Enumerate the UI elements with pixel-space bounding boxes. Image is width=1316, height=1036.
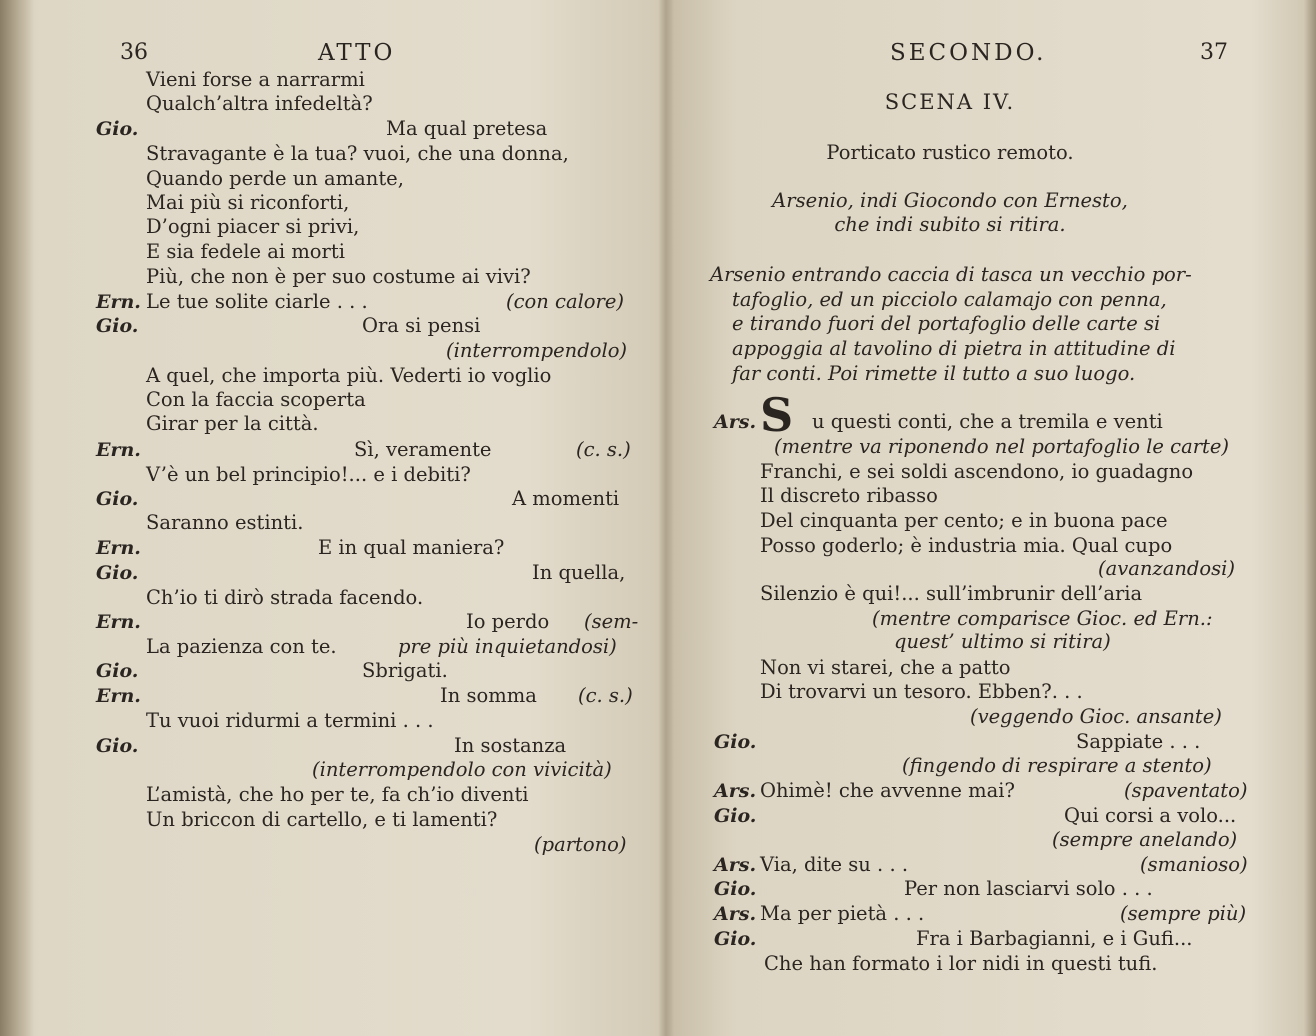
stage-direction: (interrompendolo) (446, 339, 628, 362)
verse-line: Per non lasciarvi solo . . . (904, 877, 1153, 900)
speaker-label: Ern. (96, 439, 141, 461)
page-number: 36 (120, 40, 148, 65)
speaker-label: Ern. (96, 685, 141, 707)
stage-direction-line: far conti. Poi rimette il tutto a suo luogo. (732, 362, 1136, 385)
verse-line: In somma (440, 684, 537, 707)
verse-line: Ma per pietà . . . (760, 902, 925, 925)
speaker-label: Ern. (96, 291, 141, 313)
stage-direction: (sempre più) (1120, 902, 1247, 925)
verse-line: Le tue solite ciarle . . . (146, 290, 368, 313)
verse-line: Mai più si riconforti, (146, 191, 350, 214)
stage-direction: (mentre va riponendo nel portafoglio le carte) (774, 435, 1230, 458)
verse-line: Più, che non è per suo costume ai vivi? (146, 265, 531, 288)
stage-direction-line: Arsenio entrando caccia di tasca un vecchio por- (710, 263, 1192, 286)
verse-line: Franchi, e sei soldi ascendono, io guadagno (760, 460, 1194, 483)
stage-direction: (con calore) (506, 290, 625, 313)
stage-direction: (c. s.) (578, 684, 633, 707)
verse-line: Con la faccia scoperta (146, 388, 366, 411)
verse-line: A quel, che importa più. Vederti io voglio (146, 364, 552, 387)
verse-line: Il discreto ribasso (760, 484, 938, 507)
verse-line: V’è un bel principio!... e i debiti? (146, 463, 471, 486)
speaker-label: Gio. (96, 735, 139, 757)
stage-direction: (avanzandosi) (1098, 557, 1235, 580)
stage-direction: (fingendo di respirare a stento) (902, 754, 1212, 777)
drop-cap: S (760, 388, 794, 442)
book-edge-left (0, 0, 34, 1036)
stage-direction-line: tafoglio, ed un picciolo calamajo con penna, (732, 288, 1167, 311)
speaker-label: Ars. (714, 903, 757, 925)
verse-line: Posso goderlo; è industria mia. Qual cupo (760, 534, 1173, 557)
verse-line: Qui corsi a volo... (1064, 804, 1237, 827)
speaker-label: Gio. (714, 928, 757, 950)
running-header: ATTO (318, 40, 396, 66)
speaker-label: Gio. (96, 660, 139, 682)
verse-line: Tu vuoi ridurmi a termini . . . (146, 709, 434, 732)
speaker-label: Gio. (714, 731, 757, 753)
speaker-label: Gio. (96, 315, 139, 337)
verse-line: Stravagante è la tua? vuoi, che una donna, (146, 142, 569, 165)
stage-direction: (mentre comparisce Gioc. ed Ern.: (872, 607, 1213, 630)
verse-line: Fra i Barbagianni, e i Gufi... (916, 927, 1193, 950)
stage-direction: (interrompendolo con vivicità) (312, 758, 612, 781)
verse-line: In sostanza (454, 734, 567, 757)
verse-line: Ch’io ti dirò strada facendo. (146, 586, 424, 609)
verse-line: L’amistà, che ho per te, fa ch’io diventi (146, 783, 529, 806)
running-header: SECONDO. (890, 40, 1047, 66)
verse-line: Vieni forse a narrarmi (146, 68, 365, 91)
book-gutter (658, 0, 674, 1036)
verse-line: Via, dite su . . . (760, 853, 909, 876)
speaker-label: Ars. (714, 780, 757, 802)
verse-line: Silenzio è qui!... sull’imbrunir dell’aria (760, 582, 1143, 605)
speaker-label: Ars. (714, 854, 757, 876)
verse-line: D’ogni piacer si privi, (146, 215, 360, 238)
scene-title: SCENA IV. (884, 90, 1016, 114)
verse-line: Di trovarvi un tesoro. Ebben?. . . (760, 680, 1083, 703)
verse-line: E sia fedele ai morti (146, 240, 345, 263)
verse-line: Sì, veramente (354, 438, 492, 461)
verse-line: Sbrigati. (362, 659, 448, 682)
stage-direction: pre più inquietandosi) (398, 635, 617, 658)
verse-line: Girar per la città. (146, 412, 319, 435)
speaker-label: Gio. (96, 562, 139, 584)
stage-direction: (c. s.) (576, 438, 631, 461)
stage-direction: (sem- (584, 610, 639, 633)
verse-line: Ma qual pretesa (386, 117, 548, 140)
speaker-label: Gio. (714, 878, 757, 900)
left-page (34, 0, 658, 1036)
verse-line: Sappiate . . . (1076, 730, 1201, 753)
book-edge-right (1304, 0, 1316, 1036)
cast-line: Arsenio, indi Giocondo con Ernesto, (772, 189, 1128, 212)
verse-line: Saranno estinti. (146, 511, 304, 534)
stage-direction: quest’ ultimo si ritira) (894, 630, 1111, 653)
verse-line: Ora si pensi (362, 314, 481, 337)
speaker-label: Ars. (714, 411, 757, 433)
verse-line: Che han formato i lor nidi in questi tufi. (764, 952, 1158, 975)
page-number: 37 (1200, 40, 1228, 65)
stage-direction: (smanioso) (1140, 853, 1248, 876)
cast-line: che indi subito si ritira. (834, 213, 1066, 236)
speaker-label: Ern. (96, 537, 141, 559)
verse-line: Qualch’altra infedeltà? (146, 92, 373, 115)
verse-line: Ohimè! che avvenne mai? (760, 779, 1015, 802)
speaker-label: Ern. (96, 611, 141, 633)
speaker-label: Gio. (96, 118, 139, 140)
scene-setting: Porticato rustico remoto. (826, 141, 1074, 164)
right-page (674, 0, 1304, 1036)
verse-line: La pazienza con te. (146, 635, 337, 658)
stage-direction: (partono) (534, 833, 627, 856)
speaker-label: Gio. (714, 805, 757, 827)
verse-line: Del cinquanta per cento; e in buona pace (760, 509, 1168, 532)
verse-line: In quella, (532, 561, 626, 584)
stage-direction-line: appoggia al tavolino di pietra in attitudine di (732, 337, 1176, 360)
verse-line: Un briccon di cartello, e ti lamenti? (146, 808, 498, 831)
stage-direction: (spaventato) (1124, 779, 1248, 802)
verse-line: E in qual maniera? (318, 536, 505, 559)
verse-line: Non vi starei, che a patto (760, 656, 1011, 679)
stage-direction-line: e tirando fuori del portafoglio delle carte si (732, 312, 1161, 335)
stage-direction: (veggendo Gioc. ansante) (970, 705, 1222, 728)
speaker-label: Gio. (96, 488, 139, 510)
stage-direction: (sempre anelando) (1052, 828, 1238, 851)
verse-line: Quando perde un amante, (146, 167, 404, 190)
verse-line: A momenti (512, 487, 620, 510)
verse-line: Io perdo (466, 610, 550, 633)
verse-line: u questi conti, che a tremila e venti (812, 410, 1163, 433)
